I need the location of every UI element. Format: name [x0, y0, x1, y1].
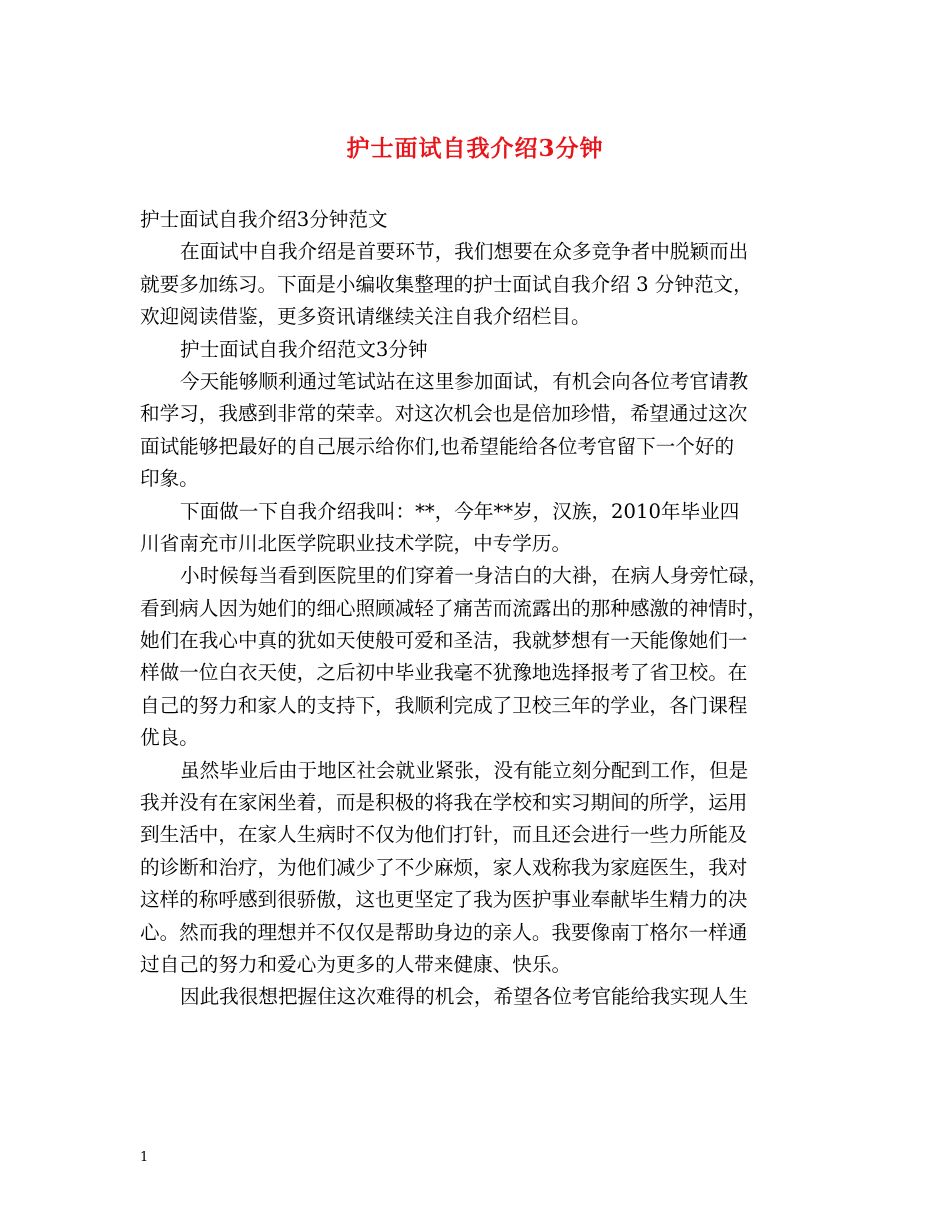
- paragraph-line: 川省南充市川北医学院职业技术学院，中专学历。: [140, 531, 572, 555]
- document-body: [140, 204, 820, 1014]
- paragraph-line: 面试能够把最好的自己展示给你们,也希望能给各位考官留下一个好的: [140, 434, 735, 458]
- paragraph-line: 过自己的努力和爱心为更多的人带来健康、快乐。: [140, 952, 572, 976]
- paragraph-line: 小时候每当看到医院里的们穿着一身洁白的大褂，在病人身旁忙碌，: [180, 564, 768, 588]
- section-heading-line: 护士面试自我介绍范文3分钟: [180, 337, 428, 361]
- paragraph-line: 在面试中自我介绍是首要环节，我们想要在众多竞争者中脱颖而出: [180, 240, 749, 264]
- paragraph-line: 欢迎阅读借鉴，更多资讯请继续关注自我介绍栏目。: [140, 305, 591, 329]
- paragraph-line: 就要多加练习。下面是小编收集整理的护士面试自我介绍 3 分钟范文，: [140, 272, 753, 296]
- paragraph-line: 的诊断和治疗，为他们减少了不少麻烦，家人戏称我为家庭医生，我对: [140, 855, 748, 879]
- paragraph-line: 和学习，我感到非常的荣幸。对这次机会也是倍加珍惜，希望通过这次: [140, 402, 748, 426]
- paragraph-line: 优良。: [140, 726, 199, 750]
- document-title: 护士面试自我介绍3分钟: [346, 135, 604, 162]
- paragraph-line: 到生活中，在家人生病时不仅为他们打针，而且还会进行一些力所能及: [140, 823, 748, 847]
- paragraph-line: 印象。: [140, 467, 199, 491]
- paragraph-line: 她们在我心中真的犹如天使般可爱和圣洁，我就梦想有一天能像她们一: [140, 629, 748, 653]
- paragraph-line: 看到病人因为她们的细心照顾减轻了痛苦而流露出的那种感激的神情时，: [140, 596, 767, 620]
- paragraph-line: 下面做一下自我介绍我叫：**，今年**岁，汉族，2010年毕业四: [180, 499, 740, 523]
- paragraph-line: 心。然而我的理想并不仅仅是帮助身边的亲人。我要像南丁格尔一样通: [140, 920, 748, 944]
- subtitle-line: 护士面试自我介绍3分钟范文: [140, 208, 388, 231]
- paragraph-line: 我并没有在家闲坐着，而是积极的将我在学校和实习期间的所学，运用: [140, 791, 748, 815]
- paragraph-line: 自己的努力和家人的支持下，我顺利完成了卫校三年的学业，各门课程: [140, 693, 748, 717]
- page-number: 1: [140, 1150, 149, 1165]
- paragraph-line: 今天能够顺利通过笔试站在这里参加面试，有机会向各位考官请教: [180, 369, 749, 393]
- paragraph-line: 因此我很想把握住这次难得的机会，希望各位考官能给我实现人生: [180, 985, 749, 1009]
- paragraph-line: 这样的称呼感到很骄傲，这也更坚定了我为医护事业奉献毕生精力的决: [140, 888, 748, 912]
- paragraph-line: 虽然毕业后由于地区社会就业紧张，没有能立刻分配到工作，但是: [180, 758, 749, 782]
- paragraph-line: 样做一位白衣天使，之后初中毕业我毫不犹豫地选择报考了省卫校。在: [140, 661, 748, 685]
